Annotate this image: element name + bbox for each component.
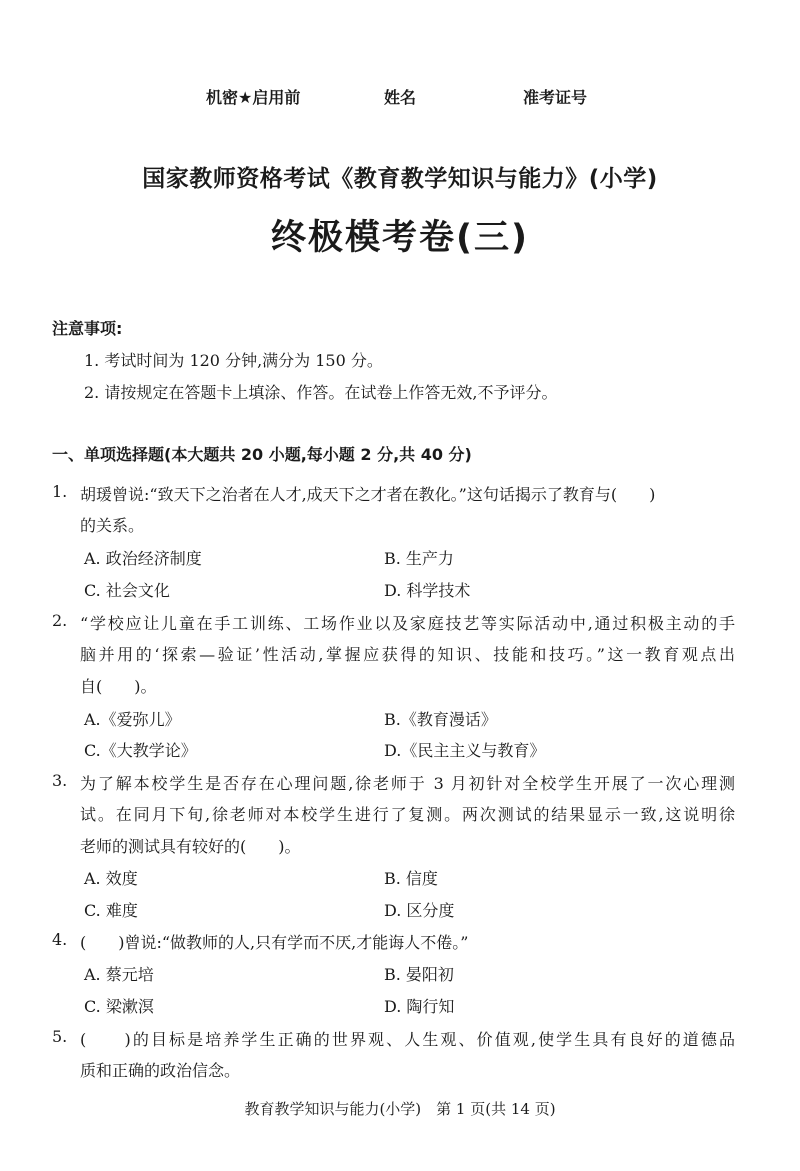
question-number: 5.	[52, 1027, 68, 1046]
option-b: B. 晏阳初	[384, 965, 454, 984]
option-b: B.《教育漫话》	[384, 710, 497, 729]
notice-heading: 注意事项:	[52, 319, 123, 338]
option-d: D.《民主主义与教育》	[384, 741, 546, 760]
question-text: 老师的测试具有较好的( )。	[80, 837, 301, 856]
option-a: A.《爱弥儿》	[84, 710, 181, 729]
notice-item: 2. 请按规定在答题卡上填涂、作答。在试卷上作答无效,不予评分。	[84, 383, 558, 402]
id-label: 准考证号	[523, 88, 588, 107]
question-text: 的关系。	[80, 516, 145, 535]
notice-item: 1. 考试时间为 120 分钟,满分为 150 分。	[84, 351, 383, 370]
name-label: 姓名	[384, 88, 417, 107]
question-text: “学校应让儿童在手工训练、工场作业以及家庭技艺等实际活动中,通过积极主动的手	[80, 614, 735, 633]
name-field	[384, 85, 416, 108]
option-d: D. 科学技术	[384, 581, 471, 600]
option-d: D. 陶行知	[384, 997, 455, 1016]
exam-header	[0, 85, 800, 111]
question-text: ( )曾说:“做教师的人,只有学而不厌,才能诲人不倦。”	[80, 933, 469, 952]
question-text: 脑并用的‘探索—验证’性活动,掌握应获得的知识、技能和技巧。”这一教育观点出	[80, 645, 735, 664]
question-text: 胡瑗曾说:“致天下之治者在人才,成天下之才者在教化。”这句话揭示了教育与( )	[80, 485, 656, 504]
page-footer: 教育教学知识与能力(小学) 第 1 页(共 14 页)	[244, 1100, 556, 1118]
question-text: 质和正确的政治信念。	[80, 1061, 241, 1080]
option-d: D. 区分度	[384, 901, 455, 920]
option-a: A. 政治经济制度	[84, 549, 202, 568]
question-text: 试。在同月下旬,徐老师对本校学生进行了复测。两次测试的结果显示一致,这说明徐	[80, 805, 735, 824]
option-a: A. 蔡元培	[84, 965, 154, 984]
confidential-label: 机密★启用前	[206, 88, 301, 107]
id-field	[523, 85, 587, 108]
option-b: B. 生产力	[384, 549, 454, 568]
question-text: 为了解本校学生是否存在心理问题,徐老师于 3 月初针对全校学生开展了一次心理测	[80, 774, 735, 793]
question-text: 自( )。	[80, 677, 157, 696]
option-c: C. 难度	[84, 901, 138, 920]
question-number: 3.	[52, 771, 68, 790]
question-number: 2.	[52, 611, 68, 630]
option-c: C.《大教学论》	[84, 741, 197, 760]
section-heading: 一、单项选择题(本大题共 20 小题,每小题 2 分,共 40 分)	[52, 445, 472, 464]
question-number: 1.	[52, 482, 68, 501]
option-c: C. 梁漱溟	[84, 997, 154, 1016]
exam-subtitle: 国家教师资格考试《教育教学知识与能力》(小学)	[142, 166, 658, 192]
question-text: ( )的目标是培养学生正确的世界观、人生观、价值观,使学生具有良好的道德品	[80, 1030, 735, 1049]
option-a: A. 效度	[84, 869, 138, 888]
question-number: 4.	[52, 930, 68, 949]
exam-title: 终极模考卷(三)	[271, 218, 529, 258]
option-b: B. 信度	[384, 869, 438, 888]
option-c: C. 社会文化	[84, 581, 170, 600]
